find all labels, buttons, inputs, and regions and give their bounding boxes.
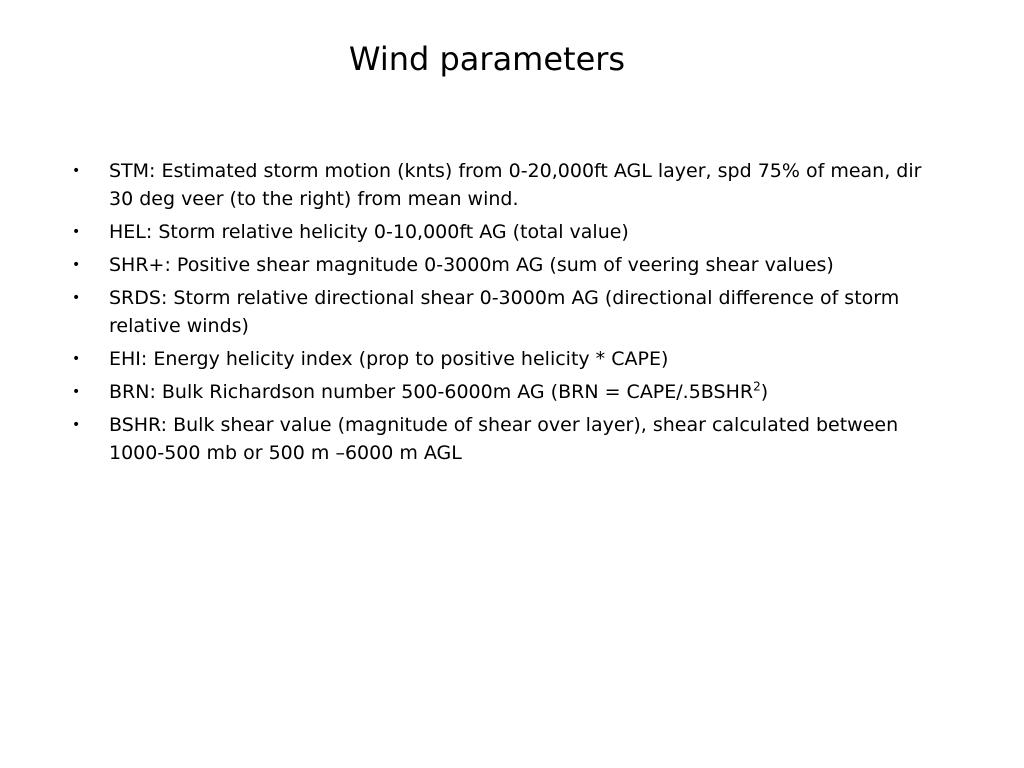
list-item-text	[109, 381, 768, 403]
list-item-text: HEL: Storm relative helicity 0-10,000ft AG (total value)	[109, 221, 629, 243]
list-item-srds	[72, 284, 932, 340]
list-item-shr	[72, 251, 932, 279]
list-item-hel	[72, 218, 932, 246]
bullet-icon: •	[72, 384, 81, 400]
list-item-brn	[72, 378, 932, 406]
bullet-icon: •	[72, 163, 81, 179]
brn-suffix: )	[760, 381, 769, 403]
bullet-icon: •	[72, 224, 81, 240]
list-item-text: EHI: Energy helicity index (prop to positive helicity * CAPE)	[109, 348, 669, 370]
bullet-icon: •	[72, 417, 81, 433]
bullet-list	[72, 157, 932, 472]
list-item-text: STM: Estimated storm motion (knts) from 0-20,000ft AGL layer, spd 75% of mean, dir 30 deg veer (to the right) from mean wind.	[109, 160, 922, 210]
list-item-text: BSHR: Bulk shear value (magnitude of shear over layer), shear calculated between 1000-500 mb or 500 m –6000 m AGL	[109, 414, 899, 464]
slide-title: Wind parameters	[348, 40, 626, 78]
list-item-stm	[72, 157, 932, 213]
brn-text: BRN: Bulk Richardson number 500-6000m AG (BRN = CAPE/.5BSHR	[109, 381, 754, 403]
list-item-ehi	[72, 345, 932, 373]
bullet-icon: •	[72, 351, 81, 367]
bullet-icon: •	[72, 257, 81, 273]
brn-superscript: 2	[753, 379, 761, 394]
bullet-icon: •	[72, 290, 81, 306]
list-item-text: SHR+: Positive shear magnitude 0-3000m AG (sum of veering shear values)	[109, 254, 834, 276]
list-item-bshr	[72, 411, 932, 467]
list-item-text: SRDS: Storm relative directional shear 0-3000m AG (directional difference of storm relative winds)	[109, 287, 900, 337]
